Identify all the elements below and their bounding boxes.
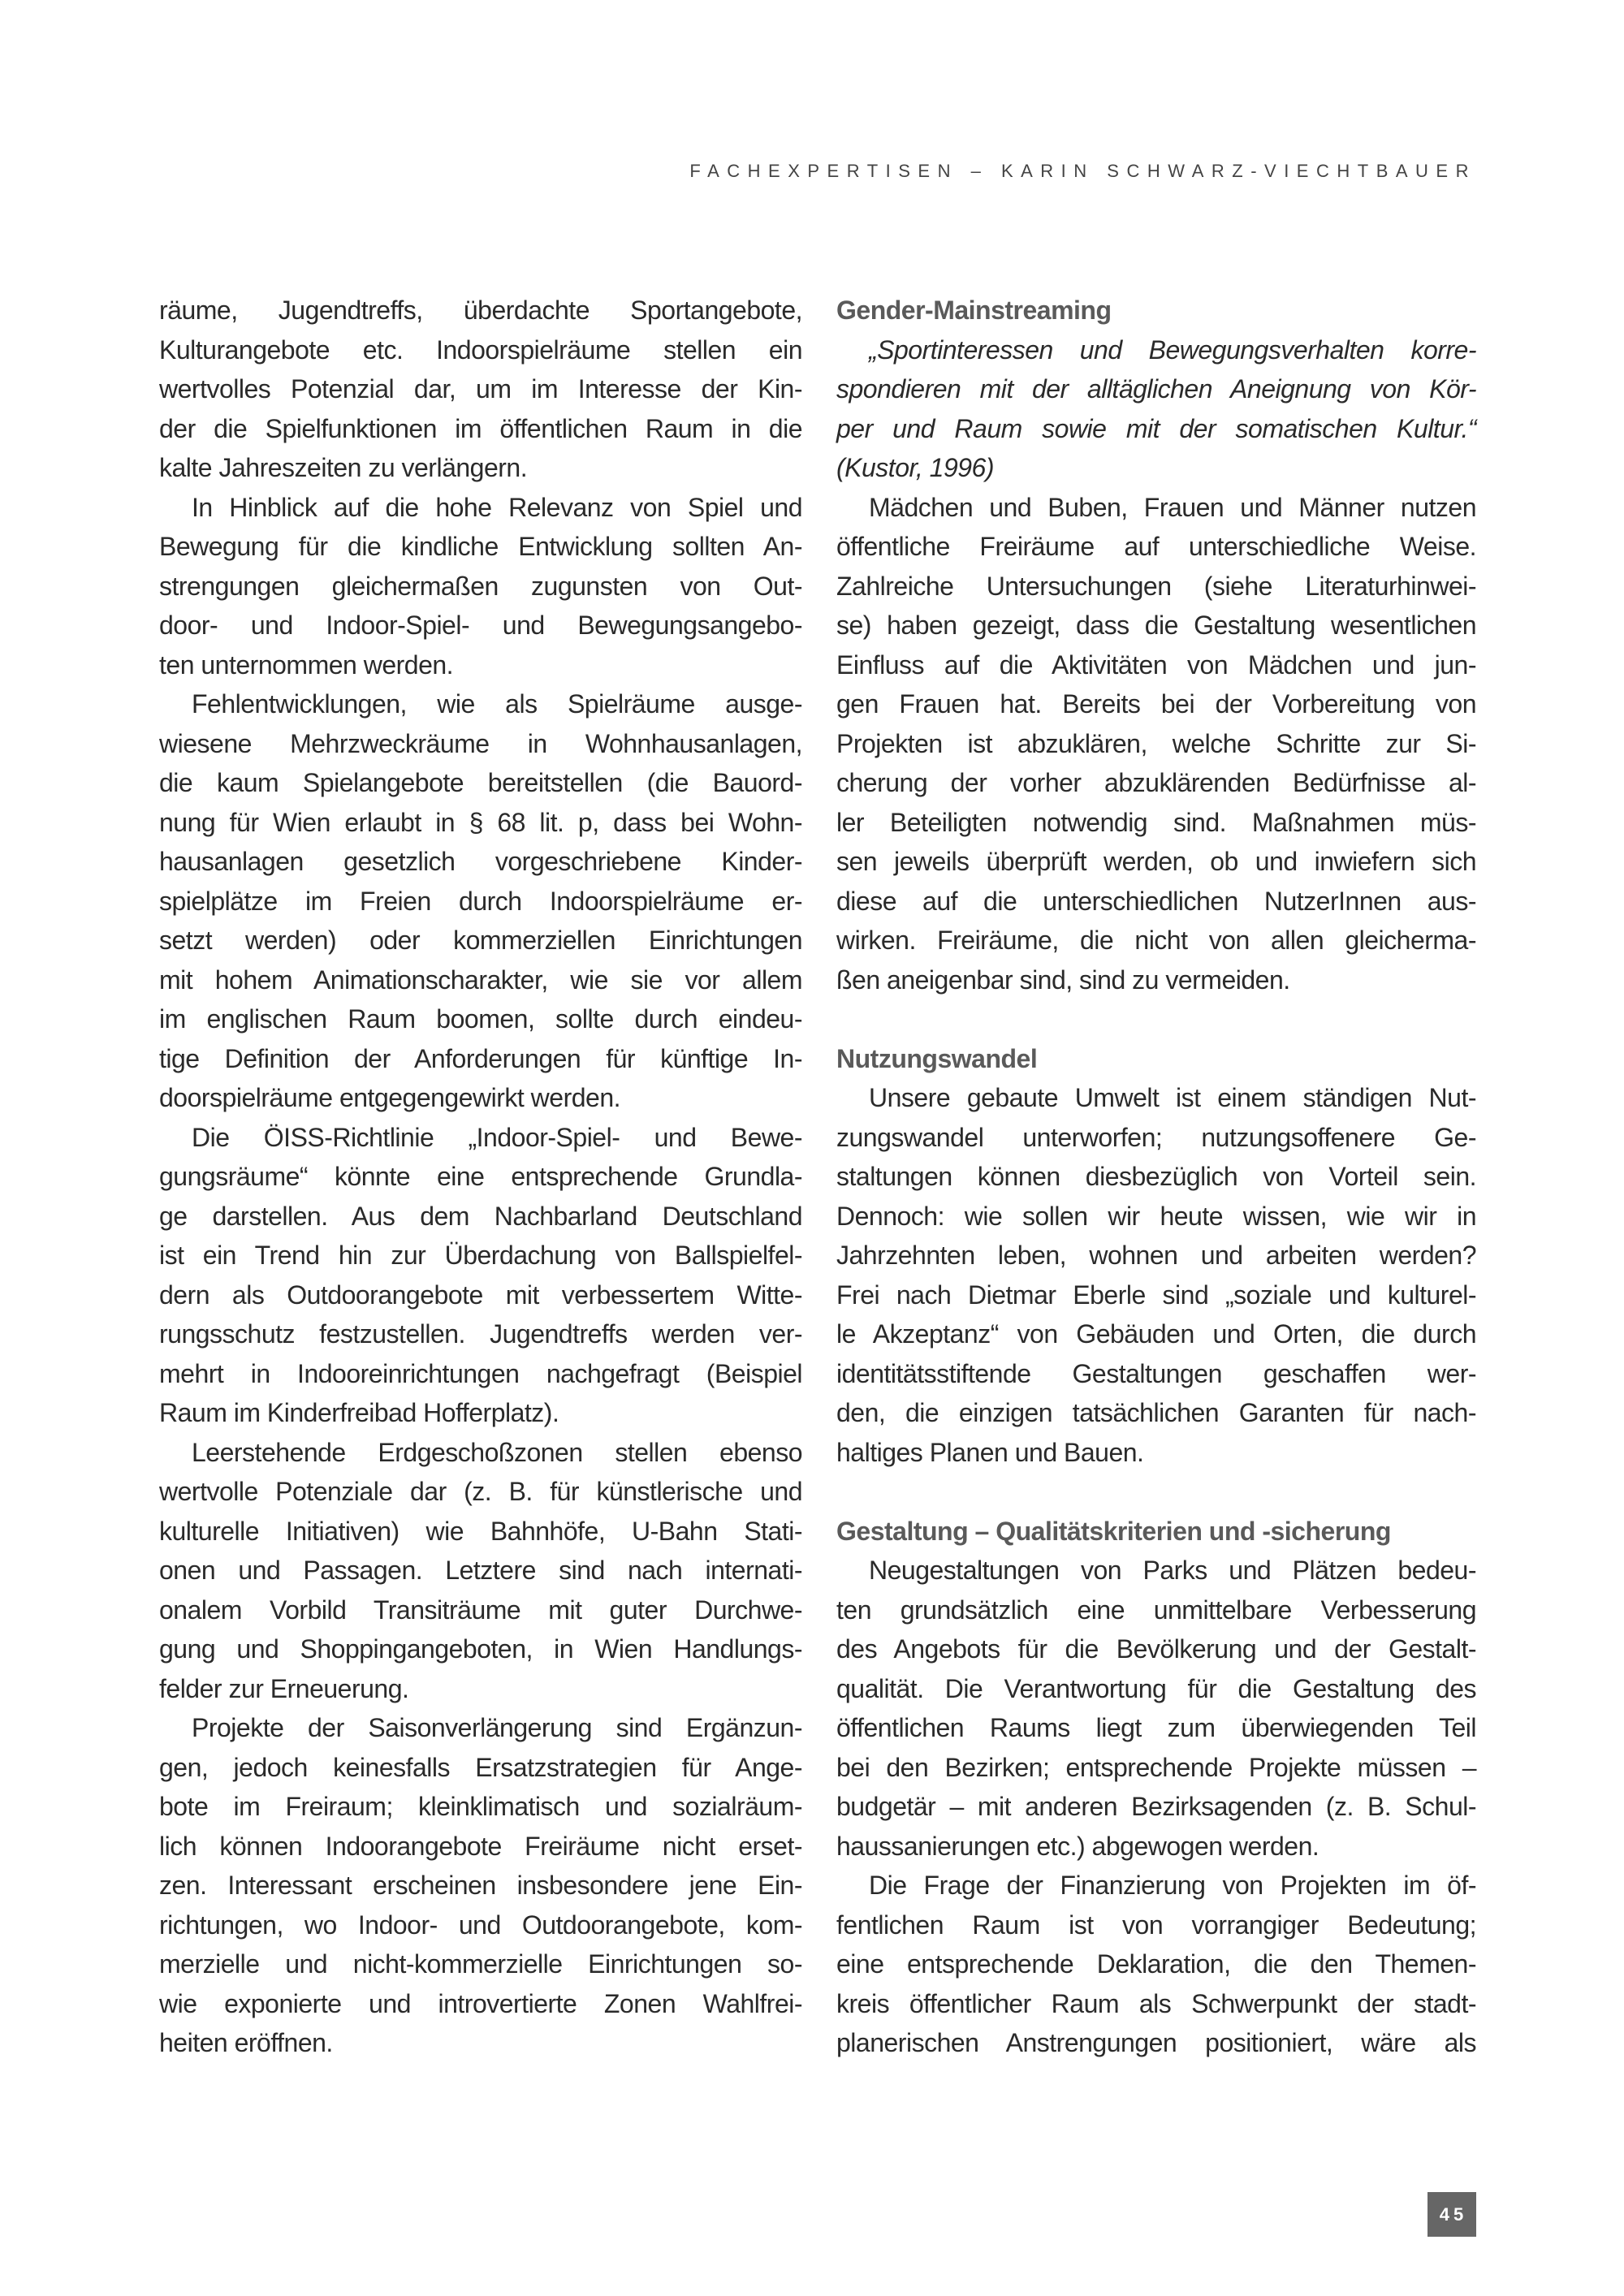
- text-line: Leerstehende Erdgeschoßzonen stellen ebenso: [192, 1437, 802, 1467]
- text-line: kalte Jahreszeiten zu verlängern.: [159, 453, 528, 482]
- text-line: der die Spielfunktionen im öffentlichen Raum in die: [159, 413, 802, 443]
- text-line: Gestaltung – Qualitätskriterien und -sicherung: [836, 1516, 1391, 1546]
- spacer: [836, 1472, 1476, 1512]
- text-line: ge darstellen. Aus dem Nachbarland Deutschland: [159, 1201, 802, 1231]
- text-line: strengungen gleichermaßen zugunsten von Out-: [159, 571, 802, 601]
- text-line: Projekten ist abzuklären, welche Schritte zur Si-: [836, 728, 1476, 758]
- spacer: [836, 999, 1476, 1039]
- text-line: richtungen, wo Indoor- und Outdoorangebote, kom-: [159, 1910, 802, 1940]
- text-line: ler Beteiligten notwendig sind. Maßnahmen müs-: [836, 807, 1476, 837]
- paragraph: [836, 1078, 1476, 1472]
- paragraph: [159, 291, 802, 488]
- text-line: Bewegung für die kindliche Entwicklung sollten An-: [159, 532, 802, 561]
- text-line: wie exponierte und introvertierte Zonen Wahlfrei-: [159, 1988, 802, 2018]
- text-line: Projekte der Saisonverlängerung sind Ergänzun-: [192, 1713, 802, 1742]
- text-line: budgetär – mit anderen Bezirksagenden (z. B. Schul-: [836, 1792, 1476, 1821]
- text-line: räume, Jugendtreffs, überdachte Sportangebote,: [159, 296, 802, 325]
- paragraph: [836, 488, 1476, 1000]
- paragraph: [159, 1433, 802, 1709]
- text-line: im englischen Raum boomen, sollte durch eindeu-: [159, 1004, 802, 1034]
- text-line: onalem Vorbild Transiträume mit guter Durchwe-: [159, 1595, 802, 1625]
- text-line: zen. Interessant erscheinen insbesondere jene Ein-: [159, 1871, 802, 1900]
- text-line: ten grundsätzlich eine unmittelbare Verbesserung: [836, 1595, 1476, 1625]
- paragraph: [159, 488, 802, 685]
- text-line: öffentlichen Raums liegt zum überwiegenden Teil: [836, 1713, 1476, 1742]
- text-line: haussanierungen etc.) abgewogen werden.: [836, 1831, 1320, 1861]
- text-line: wertvolles Potenzial dar, um im Interesse der Kin-: [159, 374, 802, 404]
- text-line: des Angebots für die Bevölkerung und der Gestalt-: [836, 1634, 1476, 1664]
- text-line: kulturelle Initiativen) wie Bahnhöfe, U-Bahn Stati-: [159, 1516, 802, 1546]
- text-line: [836, 1472, 1476, 1512]
- text-line: dern als Outdoorangebote mit verbessertem Witte-: [159, 1280, 802, 1310]
- text-line: zungswandel unterworfen; nutzungsoffenere Ge-: [836, 1122, 1476, 1152]
- text-line: spondieren mit der alltäglichen Aneignung von Kör-: [836, 374, 1476, 404]
- text-line: (Kustor, 1996): [836, 453, 994, 482]
- text-line: Die ÖISS-Richtlinie „Indoor-Spiel- und Bewe-: [192, 1122, 802, 1152]
- text-line: door- und Indoor-Spiel- und Bewegungsangebo-: [159, 611, 802, 640]
- text-line: mehrt in Indooreinrichtungen nachgefragt (Beispiel: [159, 1358, 802, 1388]
- text-line: se) haben gezeigt, dass die Gestaltung wesentlichen: [836, 611, 1476, 640]
- text-line: sen jeweils überprüft werden, ob und inwiefern sich: [836, 847, 1476, 876]
- text-line: eine entsprechende Deklaration, die den Themen-: [836, 1949, 1476, 1979]
- text-line: qualität. Die Verantwortung für die Gestaltung des: [836, 1673, 1476, 1703]
- text-line: ten unternommen werden.: [159, 650, 454, 680]
- text-line: diese auf die unterschiedlichen NutzerInnen aus-: [836, 886, 1476, 916]
- text-line: staltungen können diesbezüglich von Vorteil sein.: [836, 1162, 1476, 1191]
- paragraph: [836, 1866, 1476, 2063]
- paragraph: [159, 1708, 802, 2063]
- left-text-column: [159, 291, 802, 2063]
- text-line: mit hohem Animationscharakter, wie sie vor allem: [159, 965, 802, 995]
- text-line: Frei nach Dietmar Eberle sind „soziale und kulturel-: [836, 1280, 1476, 1310]
- text-line: Dennoch: wie sollen wir heute wissen, wie wir in: [836, 1201, 1476, 1231]
- text-line: bote im Freiraum; kleinklimatisch und sozialräum-: [159, 1792, 802, 1821]
- text-line: gung und Shoppingangeboten, in Wien Handlungs-: [159, 1634, 802, 1664]
- text-line: wiesene Mehrzweckräume in Wohnhausanlagen,: [159, 728, 802, 758]
- text-line: Gender-Mainstreaming: [836, 296, 1112, 325]
- text-line: identitätsstiftende Gestaltungen geschaffen wer-: [836, 1358, 1476, 1388]
- text-line: heiten eröffnen.: [159, 2028, 333, 2057]
- text-line: Jahrzehnten leben, wohnen und arbeiten werden?: [836, 1241, 1476, 1270]
- text-line: le Akzeptanz“ von Gebäuden und Orten, die durch: [836, 1319, 1476, 1349]
- text-line: fentlichen Raum ist von vorrangiger Bedeutung;: [836, 1910, 1476, 1940]
- text-line: kreis öffentlicher Raum als Schwerpunkt der stadt-: [836, 1988, 1476, 2018]
- text-line: merzielle und nicht-kommerzielle Einrichtungen so-: [159, 1949, 802, 1979]
- text-line: öffentliche Freiräume auf unterschiedliche Weise.: [836, 532, 1476, 561]
- text-line: lich können Indoorangebote Freiräume nicht erset-: [159, 1831, 802, 1861]
- section-heading: [836, 1039, 1476, 1079]
- text-line: wirken. Freiräume, die nicht von allen gleicherma-: [836, 926, 1476, 955]
- text-line: Mädchen und Buben, Frauen und Männer nutzen: [869, 492, 1476, 522]
- text-line: tige Definition der Anforderungen für künftige In-: [159, 1043, 802, 1073]
- text-line: Kulturangebote etc. Indoorspielräume stellen ein: [159, 334, 802, 365]
- text-line: wertvolle Potenziale dar (z. B. für künstlerische und: [159, 1477, 802, 1506]
- text-line: „Sportinteressen und Bewegungsverhalten korre-: [869, 334, 1476, 365]
- text-line: cherung der vorher abzuklärenden Bedürfnisse al-: [836, 768, 1476, 797]
- text-line: Unsere gebaute Umwelt ist einem ständigen Nut-: [869, 1083, 1476, 1112]
- text-line: onen und Passagen. Letztere sind nach internati-: [159, 1556, 802, 1585]
- right-text-column: [836, 291, 1476, 2063]
- text-line: den, die einzigen tatsächlichen Garanten für nach-: [836, 1398, 1476, 1427]
- section-heading: [836, 1512, 1476, 1552]
- text-line: Fehlentwicklungen, wie als Spielräume ausge-: [192, 689, 802, 719]
- text-line: planerischen Anstrengungen positioniert, wäre als: [836, 2028, 1476, 2057]
- paragraph: [159, 684, 802, 1118]
- page-number: 45: [1427, 2192, 1476, 2237]
- paragraph: [836, 1551, 1476, 1866]
- text-line: haltiges Planen und Bauen.: [836, 1437, 1144, 1467]
- text-line: gen Frauen hat. Bereits bei der Vorbereitung von: [836, 689, 1476, 719]
- text-line: Raum im Kinderfreibad Hofferplatz).: [159, 1398, 559, 1427]
- text-line: spielplätze im Freien durch Indoorspielräume er-: [159, 886, 802, 916]
- text-line: per und Raum sowie mit der somatischen Kultur.“: [836, 413, 1476, 443]
- text-line: nung für Wien erlaubt in § 68 lit. p, dass bei Wohn-: [159, 807, 802, 837]
- text-line: hausanlagen gesetzlich vorgeschriebene Kinder-: [159, 847, 802, 876]
- text-line: die kaum Spielangebote bereitstellen (die Bauord-: [159, 768, 802, 797]
- text-line: Neugestaltungen von Parks und Plätzen bedeu-: [869, 1556, 1476, 1585]
- running-header: FACHEXPERTISEN – KARIN SCHWARZ-VIECHTBAUER: [689, 161, 1476, 181]
- quote-block: [836, 330, 1476, 488]
- text-line: doorspielräume entgegengewirkt werden.: [159, 1083, 621, 1112]
- text-line: ist ein Trend hin zur Überdachung von Ballspielfel-: [159, 1241, 802, 1270]
- text-line: Einfluss auf die Aktivitäten von Mädchen und jun-: [836, 650, 1476, 680]
- text-line: rungsschutz festzustellen. Jugendtreffs werden ver-: [159, 1319, 802, 1349]
- text-line: gungsräume“ könnte eine entsprechende Grundla-: [159, 1162, 802, 1191]
- text-line: gen, jedoch keinesfalls Ersatzstrategien für Ange-: [159, 1752, 802, 1782]
- text-line: Nutzungswandel: [836, 1043, 1038, 1073]
- text-line: ßen aneigenbar sind, sind zu vermeiden.: [836, 965, 1290, 995]
- text-line: bei den Bezirken; entsprechende Projekte müssen –: [836, 1752, 1476, 1782]
- text-line: Die Frage der Finanzierung von Projekten im öf-: [869, 1871, 1476, 1900]
- text-line: setzt werden) oder kommerziellen Einrichtungen: [159, 926, 802, 955]
- text-line: felder zur Erneuerung.: [159, 1673, 409, 1703]
- text-line: [836, 999, 1476, 1039]
- text-line: Zahlreiche Untersuchungen (siehe Literaturhinwei-: [836, 571, 1476, 601]
- text-line: In Hinblick auf die hohe Relevanz von Spiel und: [192, 492, 802, 522]
- paragraph: [159, 1118, 802, 1433]
- section-heading: [836, 291, 1476, 330]
